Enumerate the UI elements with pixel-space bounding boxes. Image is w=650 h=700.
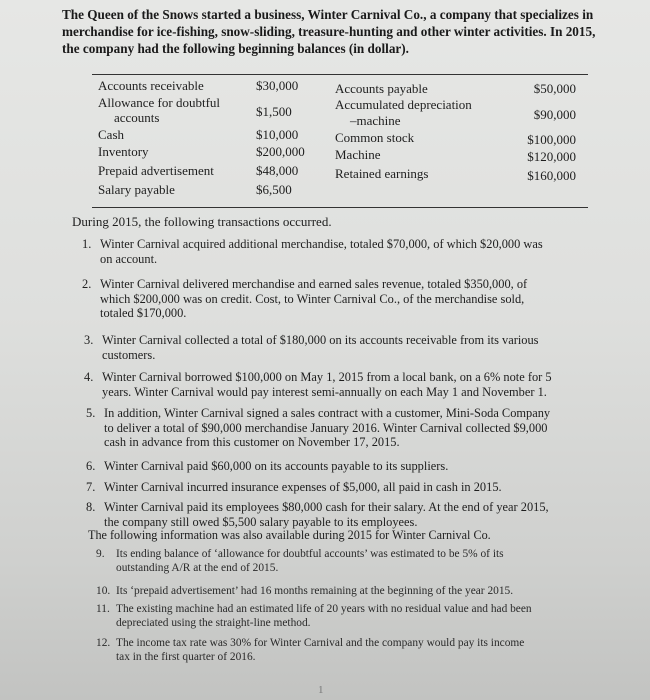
item-line: Winter Carnival acquired additional merchandise, totaled $70,000, of which $20,000 was bbox=[100, 237, 543, 251]
balance-value: $10,000 bbox=[256, 127, 299, 142]
item-line: which $200,000 was on credit. Cost, to Winter Carnival Co., of the merchandise sold, bbox=[100, 291, 525, 306]
balance-label: Machine bbox=[335, 147, 381, 162]
item-number: 5. bbox=[86, 406, 96, 420]
balance-label: Inventory bbox=[98, 144, 149, 159]
item-line: depreciated using the straight-line method. bbox=[116, 616, 311, 629]
item-number: 1. bbox=[82, 237, 92, 251]
balance-value: $120,000 bbox=[527, 149, 576, 164]
item-line: In addition, Winter Carnival signed a sales contract with a customer, Mini-Soda Company bbox=[104, 406, 551, 420]
intro-line: The Queen of the Snows started a business, Winter Carnival Co., a company that specializes in bbox=[62, 7, 594, 22]
item-line: Its ‘prepaid advertisement’ had 16 months remaining at the beginning of the year 2015. bbox=[116, 585, 514, 597]
beginning-balances-table bbox=[92, 74, 588, 208]
item-line: on account. bbox=[100, 251, 158, 266]
balance-label: Accounts receivable bbox=[98, 78, 204, 93]
item-line: Winter Carnival delivered merchandise and earned sales revenue, totaled $350,000, of bbox=[100, 277, 528, 291]
item-line: cash in advance from this customer on November 17, 2015. bbox=[104, 435, 400, 449]
balance-label: Cash bbox=[98, 127, 124, 142]
balance-label: Accounts payable bbox=[335, 81, 428, 96]
item-line: outstanding A/R at the end of 2015. bbox=[116, 561, 279, 574]
item-line: Winter Carnival incurred insurance expenses of $5,000, all paid in cash in 2015. bbox=[104, 480, 502, 494]
item-line: Winter Carnival collected a total of $180,000 on its accounts receivable from its various bbox=[102, 333, 539, 347]
item-number: 12. bbox=[96, 637, 111, 649]
balance-label: Prepaid advertisement bbox=[98, 163, 214, 178]
item-line: Winter Carnival paid its employees $80,000 cash for their salary. At the end of year 2015, bbox=[104, 500, 549, 514]
item-line: The existing machine had an estimated life of 20 years with no residual value and had been bbox=[116, 603, 532, 615]
intro-line: merchandise for ice-fishing, snow-sliding, treasure-hunting and other winter activities. In 2015, bbox=[62, 24, 596, 39]
balance-value: $6,500 bbox=[256, 182, 292, 197]
balance-label: Accumulated depreciation bbox=[335, 97, 472, 112]
balance-label: accounts bbox=[114, 110, 160, 125]
item-line: to deliver a total of $90,000 merchandise January 2016. Winter Carnival collected $9,000 bbox=[104, 420, 548, 435]
intro-line: the company had the following beginning balances (in dollar). bbox=[62, 41, 409, 56]
balance-value: $200,000 bbox=[256, 144, 305, 159]
item-number: 2. bbox=[82, 277, 92, 291]
item-line: Its ending balance of ‘allowance for doubtful accounts’ was estimated to be 5% of its bbox=[116, 548, 504, 560]
balance-value: $100,000 bbox=[527, 132, 576, 147]
item-number: 3. bbox=[84, 333, 94, 347]
balance-value: $1,500 bbox=[256, 104, 292, 119]
item-line: Winter Carnival paid $60,000 on its accounts payable to its suppliers. bbox=[104, 459, 449, 473]
balance-label: Salary payable bbox=[98, 182, 175, 197]
transactions-heading: During 2015, the following transactions occurred. bbox=[72, 214, 332, 229]
additional-info-heading: The following information was also available during 2015 for Winter Carnival Co. bbox=[88, 528, 491, 542]
item-line: customers. bbox=[102, 347, 156, 362]
balance-value: $90,000 bbox=[533, 107, 576, 122]
item-number: 7. bbox=[86, 480, 96, 494]
item-number: 4. bbox=[84, 370, 94, 384]
item-line: the company still owed $5,500 salary payable to its employees. bbox=[104, 514, 418, 529]
item-line: The income tax rate was 30% for Winter Carnival and the company would pay its income bbox=[116, 637, 525, 649]
balance-value: $50,000 bbox=[533, 81, 576, 96]
item-number: 10. bbox=[96, 585, 111, 597]
balance-label: –machine bbox=[350, 113, 401, 128]
page-number: 1 bbox=[318, 684, 324, 696]
balance-value: $160,000 bbox=[527, 168, 576, 183]
item-line: Winter Carnival borrowed $100,000 on May 1, 2015 from a local bank, on a 6% note for 5 bbox=[102, 370, 552, 384]
item-number: 8. bbox=[86, 500, 96, 514]
intro-paragraph bbox=[62, 6, 618, 57]
balance-label: Allowance for doubtful bbox=[98, 95, 221, 110]
balance-value: $30,000 bbox=[256, 78, 299, 93]
item-line: tax in the first quarter of 2016. bbox=[116, 650, 256, 663]
item-line: totaled $170,000. bbox=[100, 306, 187, 320]
item-number: 6. bbox=[86, 459, 96, 473]
balance-label: Common stock bbox=[335, 130, 415, 145]
balance-label: Retained earnings bbox=[335, 166, 429, 181]
balance-value: $48,000 bbox=[256, 163, 299, 178]
item-line: years. Winter Carnival would pay interest semi-annually on each May 1 and November 1. bbox=[102, 384, 547, 399]
item-number: 11. bbox=[96, 603, 110, 615]
item-number: 9. bbox=[96, 548, 105, 560]
